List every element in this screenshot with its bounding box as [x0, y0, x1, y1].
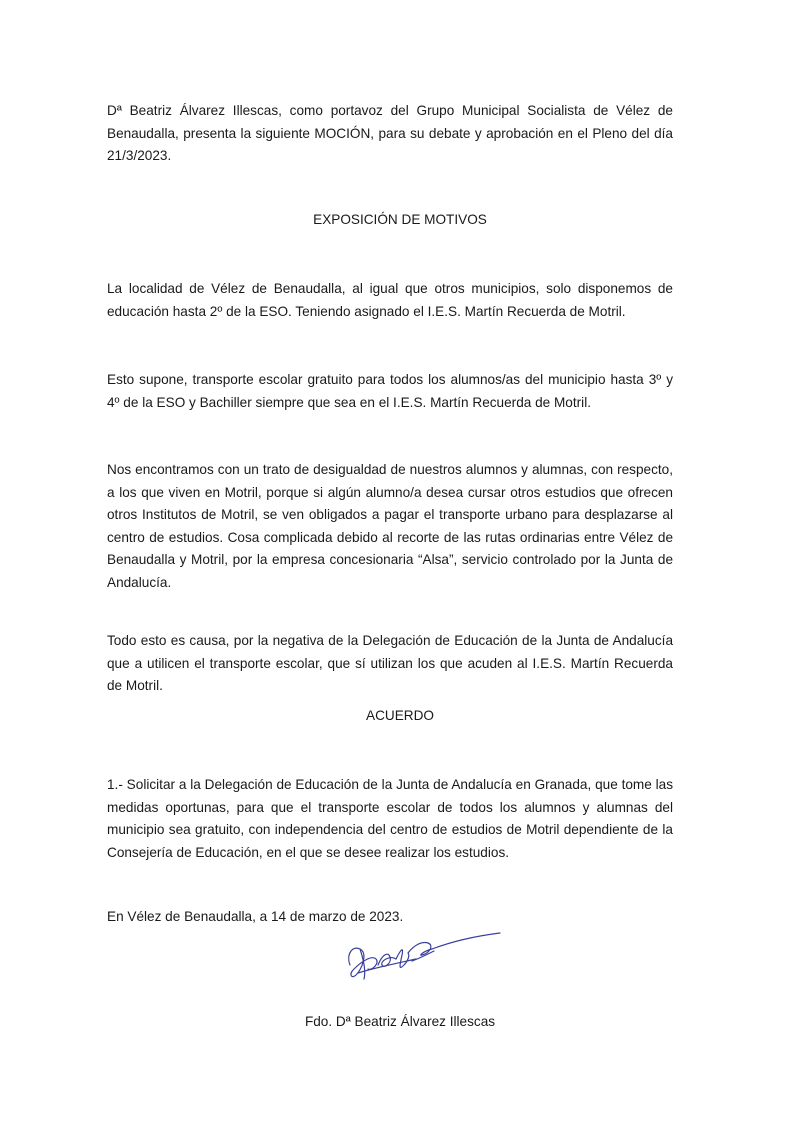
motivos-paragraph-2: Esto supone, transporte escolar gratuito para todos los alumnos/as del municipio hasta 3º y 4º de la ESO y Bachiller siempre que sea en el I.E.S. Martín Recuerda de Motril. [107, 372, 673, 410]
motivos-paragraph-4: Todo esto es causa, por la negativa de la Delegación de Educación de la Junta de Andalucía que a utilicen el transporte escolar, que sí utilizan los que acuden al I.E.S. Martín Recuerda de Motril. [107, 633, 673, 693]
heading-exposicion-motivos: EXPOSICIÓN DE MOTIVOS [313, 212, 487, 227]
handwritten-signature [338, 925, 508, 987]
place-date: En Vélez de Benaudalla, a 14 de marzo de 2023. [107, 909, 404, 924]
heading-acuerdo: ACUERDO [366, 708, 434, 723]
motivos-paragraph-3: Nos encontramos con un trato de desigualdad de nuestros alumnos y alumnas, con respecto, a los que viven en Motril, porque si algún alumno/a desea cursar otros estudios que ofrecen otros Institutos de Motril, se ven obligados a pagar el transporte urbano para desplazarse al centro de estudios. Cosa complicada debido al recorte de las rutas ordinarias entre Vélez de Benaudalla y Motril, por la empresa concesionaria “Alsa”, servicio controlado por la Junta de Andalucía. [107, 462, 673, 590]
motivos-paragraph-1: La localidad de Vélez de Benaudalla, al igual que otros municipios, solo disponemos de educación hasta 2º de la ESO. Teniendo asignado el I.E.S. Martín Recuerda de Motril. [107, 281, 673, 319]
signature-name: Fdo. Dª Beatriz Álvarez Illescas [304, 1014, 496, 1029]
intro-paragraph: Dª Beatriz Álvarez Illescas, como portavoz del Grupo Municipal Socialista de Vélez de Benaudalla, presenta la siguiente MOCIÓN, para su debate y aprobación en el Pleno del día 21/3/2023. [107, 103, 673, 163]
acuerdo-item-1: 1.- Solicitar a la Delegación de Educación de la Junta de Andalucía en Granada, que tome las medidas oportunas, para que el transporte escolar de todos los alumnos y alumnas del municipio sea gratuito, con independencia del centro de estudios de Motril dependiente de la Consejería de Educación, en el que se desee realizar los estudios. [107, 777, 673, 860]
